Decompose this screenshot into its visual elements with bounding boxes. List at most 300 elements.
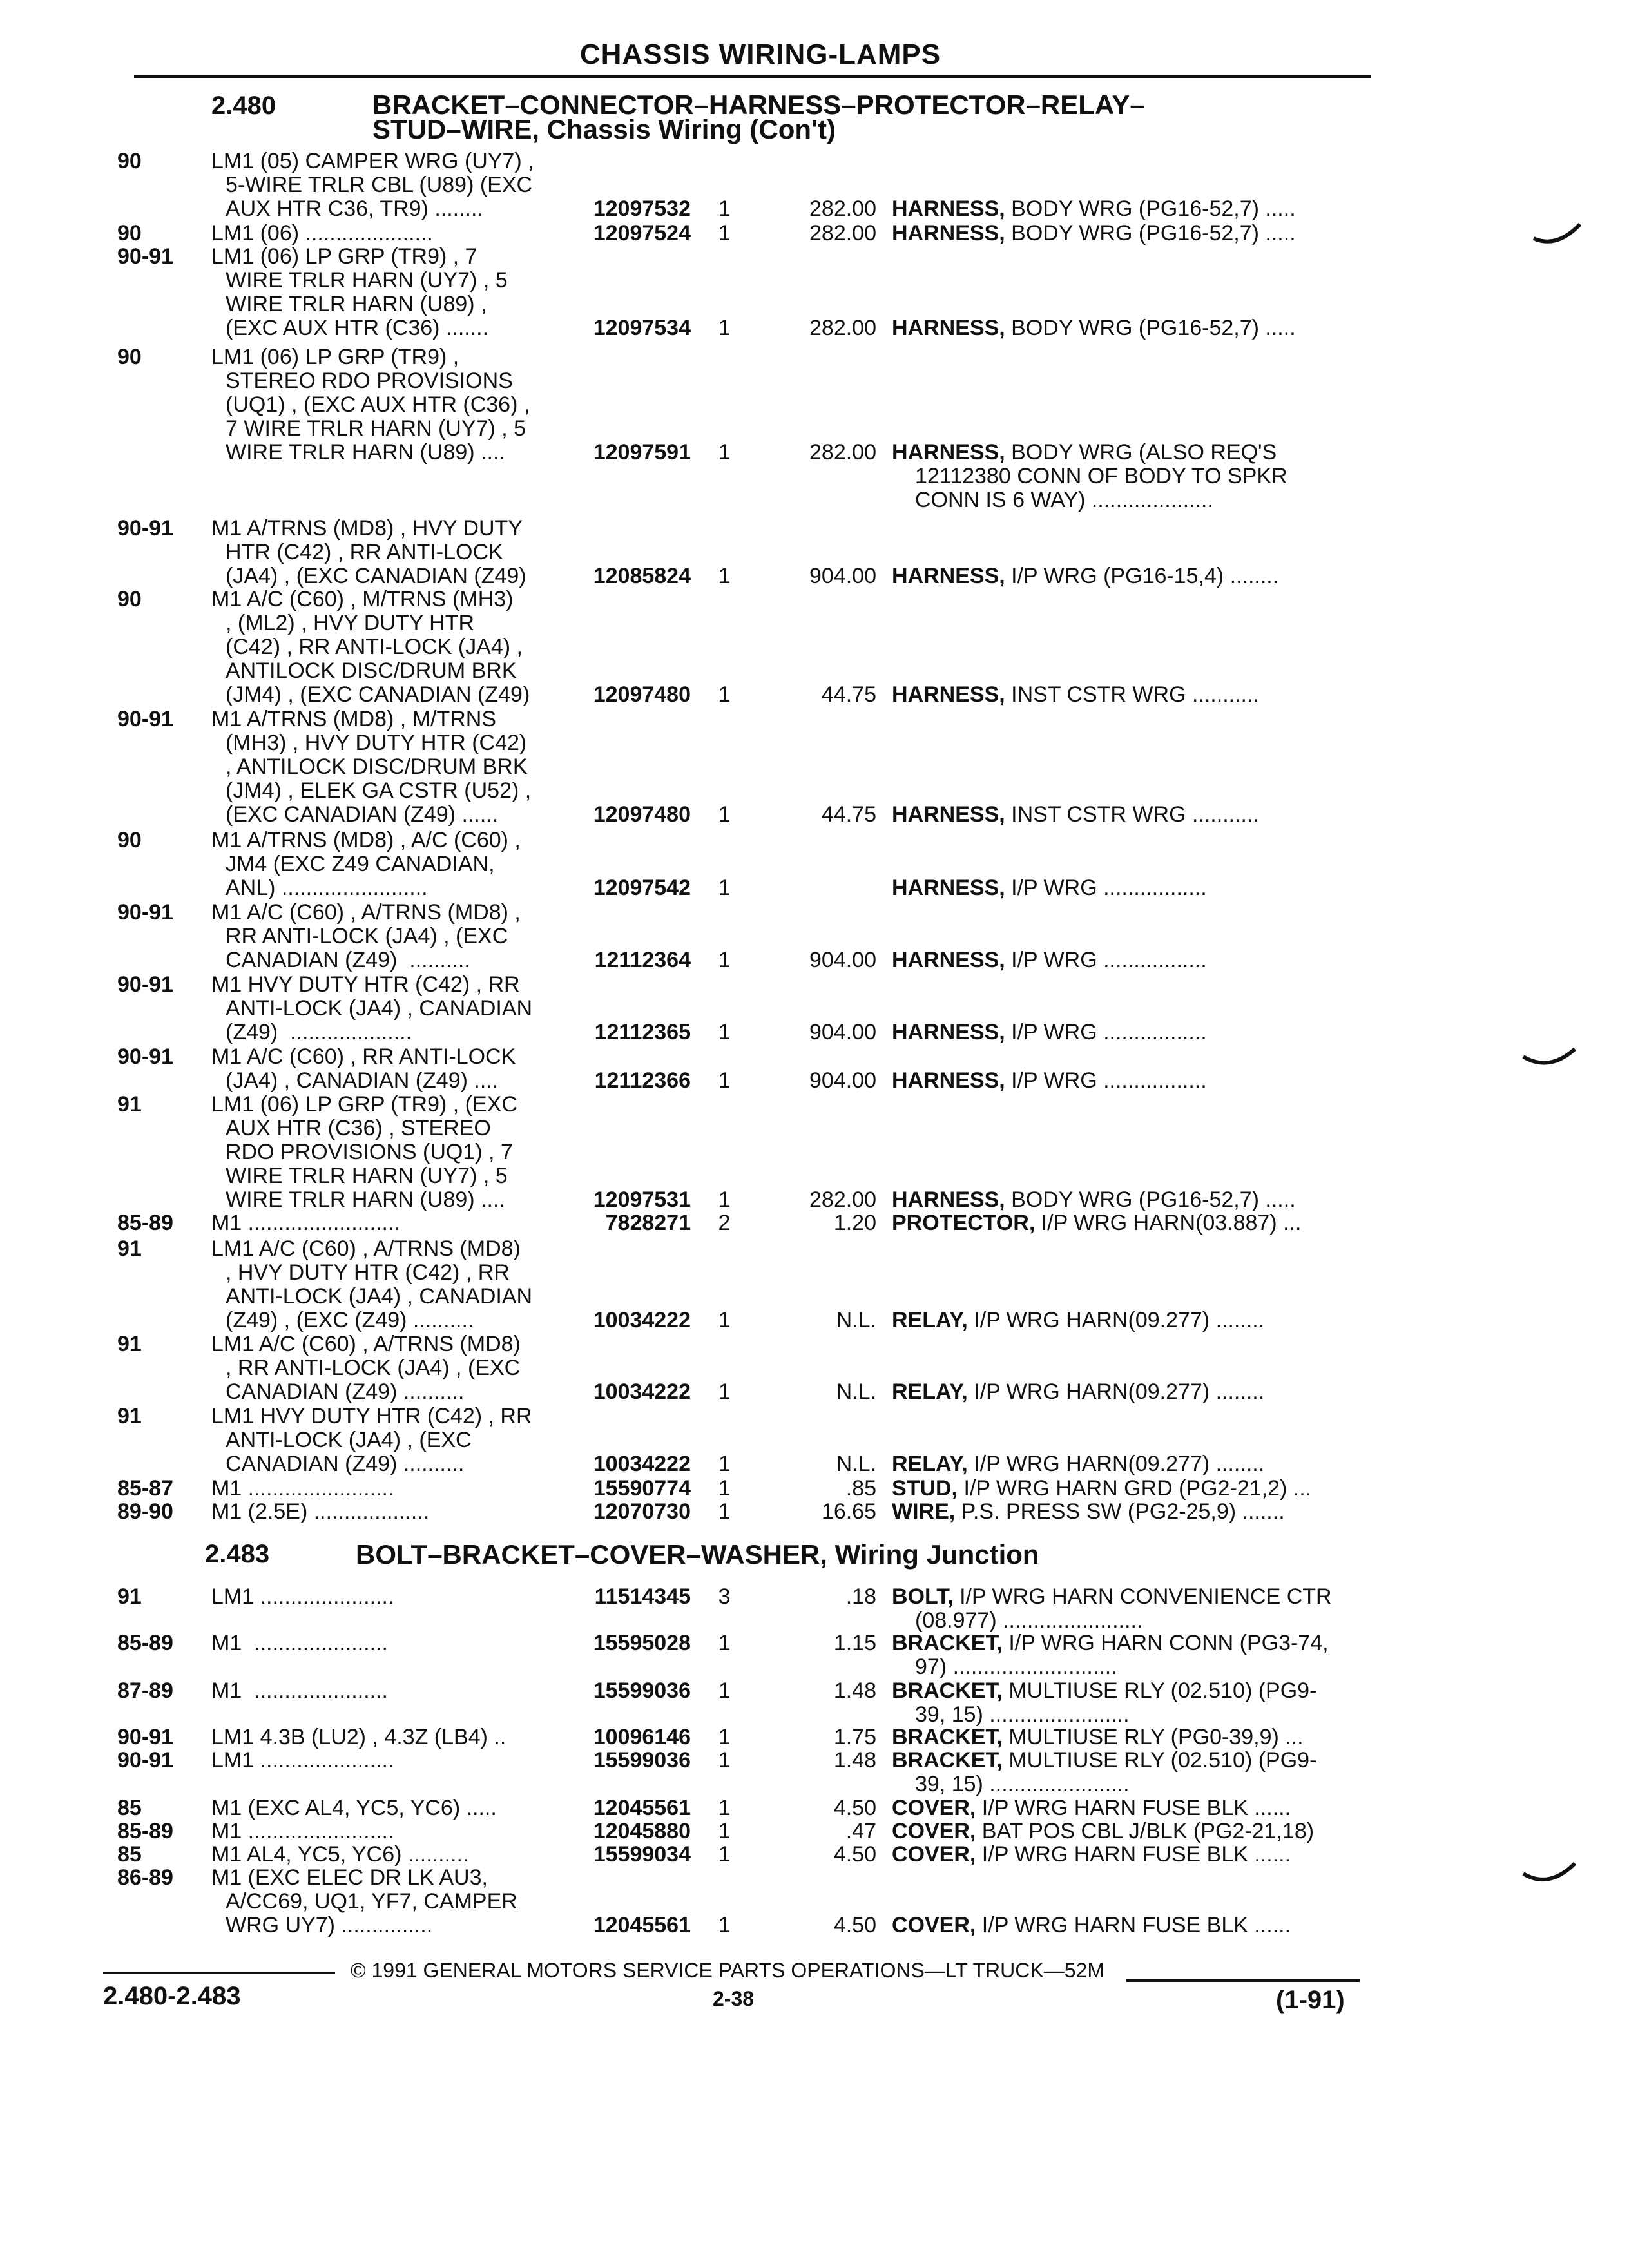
footer-copyright: © 1991 GENERAL MOTORS SERVICE PARTS OPERATIONS—LT TRUCK—52M xyxy=(351,1959,1104,1982)
price: .18 xyxy=(845,1584,876,1609)
section-number-2: 2.483 xyxy=(205,1540,270,1568)
part-description-text: MULTIUSE RLY (02.510) (PG9- xyxy=(1002,1748,1317,1773)
model-usage-line: (Z49) .................... xyxy=(226,1020,412,1044)
part-number: 12097524 xyxy=(593,221,691,245)
model-usage-line: M1 ...................... xyxy=(211,1631,388,1655)
model-usage-line: M1 (2.5E) ................... xyxy=(211,1499,430,1524)
price: 4.50 xyxy=(833,1913,876,1937)
part-noun: STUD, xyxy=(892,1476,958,1501)
part-number: 15599034 xyxy=(593,1842,691,1867)
part-description-line xyxy=(892,222,1369,245)
part-description-text: I/P WRG HARN(09.277) ........ xyxy=(967,1308,1265,1332)
model-usage-line: CANADIAN (Z49) .......... xyxy=(226,1452,465,1476)
part-description-line xyxy=(892,1725,1369,1749)
model-usage-line: (JA4) , (EXC CANADIAN (Z49) xyxy=(226,564,526,588)
part-number: 10034222 xyxy=(593,1452,691,1476)
part-description-line xyxy=(892,1211,1369,1235)
model-year: 85 xyxy=(117,1796,142,1820)
price: 1.15 xyxy=(833,1631,876,1655)
model-usage-line: ANTI-LOCK (JA4) , (EXC xyxy=(226,1428,472,1452)
part-noun: RELAY, xyxy=(892,1308,968,1332)
price: 282.00 xyxy=(809,440,876,465)
model-usage-line: M1 ........................ xyxy=(211,1476,394,1501)
quantity: 3 xyxy=(718,1584,731,1609)
model-usage-line: LM1 A/C (C60) , A/TRNS (MD8) xyxy=(211,1332,521,1356)
model-usage-line: WIRE TRLR HARN (UY7) , 5 xyxy=(226,268,508,293)
part-description-text: I/P WRG ................. xyxy=(1005,1068,1207,1093)
price: 904.00 xyxy=(809,1020,876,1044)
model-usage-line: (MH3) , HVY DUTY HTR (C42) xyxy=(226,731,527,755)
price: 904.00 xyxy=(809,948,876,972)
price: 1.20 xyxy=(833,1211,876,1235)
part-description xyxy=(892,1796,1369,1820)
part-description-text: INST CSTR WRG ........... xyxy=(1005,682,1259,707)
part-noun: HARNESS, xyxy=(892,197,1005,221)
section-title-2 xyxy=(356,1539,1322,1570)
part-noun: COVER, xyxy=(892,1913,976,1937)
model-usage xyxy=(211,517,559,588)
model-usage xyxy=(211,1332,559,1404)
quantity: 1 xyxy=(718,1068,731,1093)
price: N.L. xyxy=(836,1452,876,1476)
part-description-line xyxy=(892,1309,1369,1332)
part-description-line xyxy=(892,683,1369,707)
part-description xyxy=(892,564,1369,588)
model-usage xyxy=(211,973,559,1044)
part-description-text: I/P WRG HARN FUSE BLK ...... xyxy=(976,1913,1291,1937)
part-description-line xyxy=(892,1188,1369,1212)
part-noun: HARNESS, xyxy=(892,1020,1005,1044)
part-description-line: CONN IS 6 WAY) .................... xyxy=(915,488,1213,512)
price: .85 xyxy=(845,1476,876,1501)
model-year: 85 xyxy=(117,1842,142,1867)
part-number: 12112366 xyxy=(594,1068,691,1093)
quantity: 1 xyxy=(718,197,731,221)
footer-page-number: 2-38 xyxy=(713,1987,755,2010)
part-number: 12097542 xyxy=(593,876,691,900)
model-year: 90 xyxy=(117,587,142,611)
part-noun: HARNESS, xyxy=(892,948,1005,972)
model-year: 85-89 xyxy=(117,1819,173,1843)
model-usage xyxy=(211,1585,559,1609)
model-usage-line: STEREO RDO PROVISIONS xyxy=(226,369,513,393)
part-noun: HARNESS, xyxy=(892,1068,1005,1093)
section-title-2-sub: Wiring Junction xyxy=(827,1539,1039,1570)
part-description-text: I/P WRG HARN CONVENIENCE CTR xyxy=(953,1584,1332,1609)
part-number: 15590774 xyxy=(593,1476,691,1501)
part-description xyxy=(892,316,1369,340)
model-usage-line: (Z49) , (EXC (Z49) .......... xyxy=(226,1308,474,1332)
part-description-text: BODY WRG (ALSO REQ'S xyxy=(1005,440,1277,465)
model-usage xyxy=(211,707,559,827)
model-usage-line: AUX HTR C36, TR9) ........ xyxy=(226,197,483,221)
part-description-line xyxy=(892,1585,1369,1609)
model-year: 91 xyxy=(117,1092,142,1117)
part-description xyxy=(892,1500,1369,1524)
model-usage-line: WIRE TRLR HARN (U89) .... xyxy=(226,440,505,465)
model-usage-line: , ANTILOCK DISC/DRUM BRK xyxy=(226,754,528,779)
quantity: 1 xyxy=(718,876,731,900)
model-year: 90 xyxy=(117,149,142,173)
quantity: 1 xyxy=(718,1476,731,1501)
quantity: 1 xyxy=(718,316,731,340)
part-description xyxy=(892,876,1369,900)
model-usage-line: LM1 HVY DUTY HTR (C42) , RR xyxy=(211,1404,532,1428)
model-year: 91 xyxy=(117,1332,142,1356)
model-usage-line: LM1 (06) LP GRP (TR9) , (EXC xyxy=(211,1092,517,1117)
part-description xyxy=(892,1725,1369,1749)
price: .47 xyxy=(845,1819,876,1843)
model-usage-line: (JM4) , ELEK GA CSTR (U52) , xyxy=(226,778,532,803)
part-description-text: BODY WRG (PG16-52,7) ..... xyxy=(1005,197,1296,221)
part-number: 15599036 xyxy=(593,1748,691,1773)
model-year: 89-90 xyxy=(117,1499,173,1524)
part-description-text: I/P WRG HARN(09.277) ........ xyxy=(967,1379,1265,1404)
part-noun: BRACKET, xyxy=(892,1725,1003,1749)
price: 44.75 xyxy=(821,802,876,827)
part-description-text: BODY WRG (PG16-52,7) ..... xyxy=(1005,1187,1296,1212)
model-usage xyxy=(211,149,559,221)
margin-check-mark-2 xyxy=(1521,1037,1579,1076)
part-number: 10034222 xyxy=(593,1379,691,1404)
model-usage xyxy=(211,1211,559,1235)
part-description xyxy=(892,1914,1369,1937)
model-usage xyxy=(211,1820,559,1843)
model-usage-line: WIRE TRLR HARN (UY7) , 5 xyxy=(226,1164,508,1188)
part-number: 12097480 xyxy=(593,682,691,707)
part-description xyxy=(892,683,1369,707)
model-usage-line: 5-WIRE TRLR CBL (U89) (EXC xyxy=(226,173,533,197)
model-usage-line: LM1 ...................... xyxy=(211,1584,394,1609)
model-usage-line: ANTI-LOCK (JA4) , CANADIAN xyxy=(226,996,533,1021)
part-noun: COVER, xyxy=(892,1796,976,1820)
model-usage xyxy=(211,588,559,707)
price: 1.75 xyxy=(833,1725,876,1749)
model-usage-line: M1 A/TRNS (MD8) , HVY DUTY xyxy=(211,516,523,541)
part-noun: HARNESS, xyxy=(892,440,1005,465)
part-noun: HARNESS, xyxy=(892,564,1005,588)
section-title-bold: STUD–WIRE, xyxy=(372,114,540,144)
model-year: 85-89 xyxy=(117,1211,173,1235)
section-title-2-bold: BOLT–BRACKET–COVER–WASHER, xyxy=(356,1539,827,1570)
part-noun: HARNESS, xyxy=(892,682,1005,707)
model-usage-line: (EXC CANADIAN (Z49) ...... xyxy=(226,802,499,827)
part-description xyxy=(892,1820,1369,1843)
quantity: 1 xyxy=(718,948,731,972)
part-description-line: 39, 15) ....................... xyxy=(915,1772,1130,1796)
price: 282.00 xyxy=(809,197,876,221)
model-usage-line: ANTILOCK DISC/DRUM BRK xyxy=(226,658,517,683)
part-description xyxy=(892,1211,1369,1235)
model-usage-line: JM4 (EXC Z49 CANADIAN, xyxy=(226,852,495,876)
part-description-line xyxy=(892,564,1369,588)
part-description xyxy=(892,1477,1369,1501)
price: 4.50 xyxy=(833,1796,876,1820)
quantity: 2 xyxy=(718,1211,731,1235)
model-usage-line: M1 (EXC ELEC DR LK AU3, xyxy=(211,1865,488,1890)
part-number: 12112364 xyxy=(594,948,691,972)
header-rule xyxy=(134,75,1371,78)
model-usage-line: CANADIAN (Z49) .......... xyxy=(226,1379,465,1404)
part-description-line xyxy=(892,1796,1369,1820)
model-year: 85-87 xyxy=(117,1476,173,1501)
model-year: 87-89 xyxy=(117,1678,173,1703)
model-usage-line: A/CC69, UQ1, YF7, CAMPER xyxy=(226,1889,517,1914)
quantity: 1 xyxy=(718,1678,731,1703)
part-description-line xyxy=(892,1380,1369,1404)
part-description-line xyxy=(892,1631,1369,1655)
model-usage-line: M1 HVY DUTY HTR (C42) , RR xyxy=(211,972,520,997)
model-usage-line: (JM4) , (EXC CANADIAN (Z49) xyxy=(226,682,530,707)
model-year: 90 xyxy=(117,828,142,852)
price: 282.00 xyxy=(809,316,876,340)
part-noun: HARNESS, xyxy=(892,221,1005,245)
part-number: 15595028 xyxy=(593,1631,691,1655)
part-description-line xyxy=(892,948,1369,972)
quantity: 1 xyxy=(718,1308,731,1332)
quantity: 1 xyxy=(718,564,731,588)
margin-check-mark-3 xyxy=(1521,1856,1579,1894)
part-number: 10034222 xyxy=(593,1308,691,1332)
model-usage xyxy=(211,1631,559,1655)
part-description-text: BAT POS CBL J/BLK (PG2-21,18) xyxy=(976,1819,1315,1843)
model-year: 91 xyxy=(117,1236,142,1261)
part-description-line xyxy=(892,1914,1369,1937)
part-description xyxy=(892,948,1369,972)
model-year: 91 xyxy=(117,1584,142,1609)
model-year: 86-89 xyxy=(117,1865,173,1890)
part-description xyxy=(892,222,1369,245)
part-description-text: I/P WRG ................. xyxy=(1005,1020,1207,1044)
model-usage xyxy=(211,829,559,900)
price: 4.50 xyxy=(833,1842,876,1867)
quantity: 1 xyxy=(718,802,731,827)
part-noun: HARNESS, xyxy=(892,802,1005,827)
section-title-line1: BRACKET–CONNECTOR–HARNESS–PROTECTOR–RELAY– xyxy=(372,90,1145,120)
quantity: 1 xyxy=(718,440,731,465)
part-description xyxy=(892,1309,1369,1332)
model-usage xyxy=(211,1866,559,1937)
part-description-line xyxy=(892,1477,1369,1501)
part-description-text: BODY WRG (PG16-52,7) ..... xyxy=(1005,316,1296,340)
quantity: 1 xyxy=(718,1631,731,1655)
part-description xyxy=(892,1021,1369,1044)
part-description-text: I/P WRG (PG16-15,4) ........ xyxy=(1005,564,1279,588)
quantity: 1 xyxy=(718,1379,731,1404)
model-usage-line: (C42) , RR ANTI-LOCK (JA4) , xyxy=(226,635,523,659)
footer-rule-left xyxy=(103,1972,335,1974)
part-description-text: I/P WRG ................. xyxy=(1005,948,1207,972)
part-description xyxy=(892,441,1369,512)
model-usage-line: LM1 (06) LP GRP (TR9) , xyxy=(211,345,459,369)
footer-revision-date: (1-91) xyxy=(1276,1986,1345,2014)
part-number: 7828271 xyxy=(605,1211,691,1235)
model-usage xyxy=(211,1725,559,1749)
model-usage-line: M1 A/TRNS (MD8) , A/C (C60) , xyxy=(211,828,521,852)
part-description-line: 39, 15) ....................... xyxy=(915,1702,1130,1727)
page-title: CHASSIS WIRING-LAMPS xyxy=(579,39,941,70)
part-description xyxy=(892,197,1369,221)
model-usage-line: , RR ANTI-LOCK (JA4) , (EXC xyxy=(226,1356,521,1380)
model-usage xyxy=(211,1045,559,1093)
model-usage-line: WIRE TRLR HARN (U89) .... xyxy=(226,1187,505,1212)
part-description-line xyxy=(892,441,1369,465)
section-number: 2.480 xyxy=(211,91,276,120)
price: N.L. xyxy=(836,1308,876,1332)
model-usage-line: M1 ...................... xyxy=(211,1678,388,1703)
model-usage-line: , (ML2) , HVY DUTY HTR xyxy=(226,611,475,635)
model-usage-line: LM1 4.3B (LU2) , 4.3Z (LB4) .. xyxy=(211,1725,506,1749)
price: 904.00 xyxy=(809,1068,876,1093)
part-number: 10096146 xyxy=(593,1725,691,1749)
margin-check-mark-1 xyxy=(1531,213,1583,251)
part-noun: BRACKET, xyxy=(892,1678,1003,1703)
model-usage xyxy=(211,345,559,465)
model-year: 90-91 xyxy=(117,900,173,925)
model-year: 90-91 xyxy=(117,516,173,541)
model-usage-line: LM1 (05) CAMPER WRG (UY7) , xyxy=(211,149,534,173)
quantity: 1 xyxy=(718,1913,731,1937)
part-number: 12045561 xyxy=(593,1796,691,1820)
quantity: 1 xyxy=(718,1499,731,1524)
model-year: 91 xyxy=(117,1404,142,1428)
part-description xyxy=(892,803,1369,827)
part-description-line xyxy=(892,316,1369,340)
model-usage-line: (EXC AUX HTR (C36) ....... xyxy=(226,316,489,340)
model-year: 90 xyxy=(117,221,142,245)
model-year: 90-91 xyxy=(117,244,173,269)
model-usage-line: M1 (EXC AL4, YC5, YC6) ..... xyxy=(211,1796,497,1820)
part-description-line: 12112380 CONN OF BODY TO SPKR xyxy=(915,464,1287,488)
model-usage-line: (UQ1) , (EXC AUX HTR (C36) , xyxy=(226,392,530,417)
quantity: 1 xyxy=(718,682,731,707)
part-description-text: I/P WRG HARN(03.887) ... xyxy=(1035,1211,1302,1235)
model-usage-line: LM1 (06) ..................... xyxy=(211,221,433,245)
footer-rule-right xyxy=(1126,1979,1360,1982)
price: 282.00 xyxy=(809,221,876,245)
part-description-line xyxy=(892,197,1369,221)
part-description-line xyxy=(892,1500,1369,1524)
part-description-text: MULTIUSE RLY (PG0-39,9) ... xyxy=(1002,1725,1304,1749)
model-usage xyxy=(211,1749,559,1773)
quantity: 1 xyxy=(718,1796,731,1820)
model-usage-line: LM1 A/C (C60) , A/TRNS (MD8) xyxy=(211,1236,521,1261)
price: 1.48 xyxy=(833,1748,876,1773)
model-usage-line: M1 A/C (C60) , A/TRNS (MD8) , xyxy=(211,900,521,925)
section-title xyxy=(372,90,1339,144)
model-usage-line: M1 ........................ xyxy=(211,1819,394,1843)
price: 16.65 xyxy=(821,1499,876,1524)
quantity: 1 xyxy=(718,1842,731,1867)
part-description-text: I/P WRG ................. xyxy=(1005,876,1207,900)
part-description-line: 97) ........................... xyxy=(915,1655,1117,1679)
model-usage-line: WRG UY7) ............... xyxy=(226,1913,433,1937)
part-description xyxy=(892,1749,1369,1796)
part-description-line xyxy=(892,1749,1369,1773)
part-description-line xyxy=(892,803,1369,827)
part-description-line xyxy=(892,1820,1369,1843)
model-usage-line: RDO PROVISIONS (UQ1) , 7 xyxy=(226,1140,513,1164)
model-usage xyxy=(211,222,559,245)
quantity: 1 xyxy=(718,1819,731,1843)
part-description xyxy=(892,1188,1369,1212)
part-number: 15599036 xyxy=(593,1678,691,1703)
part-description xyxy=(892,1843,1369,1867)
part-number: 12097591 xyxy=(593,440,691,465)
part-number: 12097531 xyxy=(593,1187,691,1212)
part-noun: WIRE, xyxy=(892,1499,956,1524)
model-usage-line: LM1 ...................... xyxy=(211,1748,394,1773)
part-noun: COVER, xyxy=(892,1842,976,1867)
model-usage xyxy=(211,1843,559,1867)
price: 44.75 xyxy=(821,682,876,707)
part-description-text: P.S. PRESS SW (PG2-25,9) ....... xyxy=(955,1499,1285,1524)
model-usage-line: ANTI-LOCK (JA4) , CANADIAN xyxy=(226,1284,533,1309)
price: 1.48 xyxy=(833,1678,876,1703)
part-number: 12097480 xyxy=(593,802,691,827)
model-usage xyxy=(211,1405,559,1476)
section-title-sub: Chassis Wiring (Con't) xyxy=(539,114,836,144)
part-noun: BOLT, xyxy=(892,1584,954,1609)
part-noun: BRACKET, xyxy=(892,1748,1003,1773)
part-number: 12097534 xyxy=(593,316,691,340)
part-description xyxy=(892,1069,1369,1093)
part-description-text: I/P WRG HARN FUSE BLK ...... xyxy=(976,1796,1291,1820)
part-description-line xyxy=(892,1679,1369,1703)
model-usage xyxy=(211,1477,559,1501)
model-usage-line: LM1 (06) LP GRP (TR9) , 7 xyxy=(211,244,477,269)
part-description-line xyxy=(892,1021,1369,1044)
model-year: 90-91 xyxy=(117,972,173,997)
model-year: 90-91 xyxy=(117,1044,173,1069)
part-number: 12045880 xyxy=(593,1819,691,1843)
model-year: 90-91 xyxy=(117,1748,173,1773)
model-usage xyxy=(211,901,559,972)
model-usage-line: 7 WIRE TRLR HARN (UY7) , 5 xyxy=(226,416,526,441)
model-usage-line: (JA4) , CANADIAN (Z49) .... xyxy=(226,1068,499,1093)
model-usage-line: ANL) ........................ xyxy=(226,876,428,900)
part-description xyxy=(892,1380,1369,1404)
model-usage xyxy=(211,1796,559,1820)
part-description-text: MULTIUSE RLY (02.510) (PG9- xyxy=(1002,1678,1317,1703)
part-noun: HARNESS, xyxy=(892,876,1005,900)
part-description-text: I/P WRG HARN FUSE BLK ...... xyxy=(976,1842,1291,1867)
part-description-text: I/P WRG HARN(09.277) ........ xyxy=(967,1452,1265,1476)
model-year: 90-91 xyxy=(117,1725,173,1749)
part-number: 12070730 xyxy=(593,1499,691,1524)
part-noun: COVER, xyxy=(892,1819,976,1843)
quantity: 1 xyxy=(718,1725,731,1749)
part-noun: PROTECTOR, xyxy=(892,1211,1036,1235)
part-number: 11514345 xyxy=(594,1584,691,1609)
part-number: 12112365 xyxy=(594,1020,691,1044)
model-usage xyxy=(211,1237,559,1332)
price: 904.00 xyxy=(809,564,876,588)
part-number: 12085824 xyxy=(593,564,691,588)
part-noun: BRACKET, xyxy=(892,1631,1003,1655)
model-usage-line: M1 A/C (C60) , M/TRNS (MH3) xyxy=(211,587,514,611)
part-description xyxy=(892,1679,1369,1727)
part-description-line xyxy=(892,1069,1369,1093)
quantity: 1 xyxy=(718,1187,731,1212)
price: N.L. xyxy=(836,1379,876,1404)
model-year: 90 xyxy=(117,345,142,369)
part-description-text: I/P WRG HARN GRD (PG2-21,2) ... xyxy=(958,1476,1312,1501)
part-noun: RELAY, xyxy=(892,1452,968,1476)
model-usage xyxy=(211,1679,559,1703)
quantity: 1 xyxy=(718,1452,731,1476)
model-usage-line: M1 A/TRNS (MD8) , M/TRNS xyxy=(211,707,497,731)
